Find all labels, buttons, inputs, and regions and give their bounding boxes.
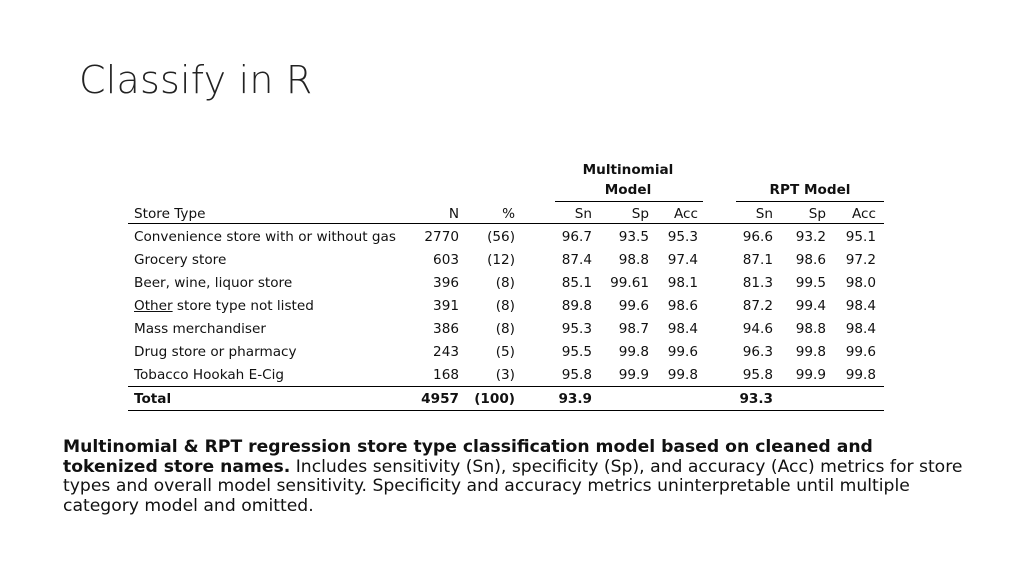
total-rpt-sn: 93.3 bbox=[739, 391, 773, 407]
rpt-sn-cell: 87.2 bbox=[742, 298, 773, 314]
n-cell: 396 bbox=[433, 275, 459, 291]
rpt-sp-cell: 98.8 bbox=[795, 321, 826, 337]
multinomial-sn-cell: 89.8 bbox=[561, 298, 592, 314]
rpt-sp-cell: 98.6 bbox=[795, 252, 826, 268]
store-type-cell bbox=[134, 229, 396, 245]
slide-title: Classify in R bbox=[79, 58, 313, 102]
group-rule-multinomial bbox=[555, 201, 703, 202]
header-store-type: Store Type bbox=[134, 206, 206, 222]
multinomial-acc-cell: 98.6 bbox=[667, 298, 698, 314]
store-type-cell bbox=[134, 298, 314, 314]
multinomial-sp-cell: 98.7 bbox=[618, 321, 649, 337]
pct-cell: (8) bbox=[495, 275, 515, 291]
caption-text: Includes sensitivity (Sn), specificity (Sp), and accuracy (Acc) metrics for store types and overall model sensitivity. Specificity and accuracy metrics uninterpretable until multiple category model and omitted. bbox=[63, 456, 963, 516]
store-type-text: Other bbox=[134, 298, 173, 314]
total-pct: (100) bbox=[474, 391, 515, 407]
header-rpt-sp: Sp bbox=[808, 206, 826, 222]
store-type-cell bbox=[134, 321, 266, 337]
header-rule bbox=[128, 223, 884, 224]
total-rule bbox=[128, 386, 884, 387]
header-multinomial-sn: Sn bbox=[574, 206, 592, 222]
group-header-multinomial bbox=[553, 160, 703, 200]
multinomial-sp-cell: 99.9 bbox=[618, 367, 649, 383]
multinomial-sp-cell: 98.8 bbox=[618, 252, 649, 268]
pct-cell: (8) bbox=[495, 321, 515, 337]
multinomial-sp-cell: 99.61 bbox=[610, 275, 649, 291]
store-type-text: Beer, wine, liquor store bbox=[134, 275, 293, 291]
multinomial-sn-cell: 95.5 bbox=[561, 344, 592, 360]
group-header-rpt: RPT Model bbox=[769, 182, 851, 198]
multinomial-sp-cell: 93.5 bbox=[618, 229, 649, 245]
multinomial-acc-cell: 98.4 bbox=[667, 321, 698, 337]
multinomial-sn-cell: 85.1 bbox=[561, 275, 592, 291]
header-rpt-sn: Sn bbox=[755, 206, 773, 222]
group-rule-rpt bbox=[736, 201, 884, 202]
rpt-sn-cell: 96.6 bbox=[742, 229, 773, 245]
pct-cell: (5) bbox=[495, 344, 515, 360]
rpt-sp-cell: 99.5 bbox=[795, 275, 826, 291]
multinomial-acc-cell: 95.3 bbox=[667, 229, 698, 245]
store-type-cell bbox=[134, 252, 226, 268]
rpt-acc-cell: 97.2 bbox=[845, 252, 876, 268]
total-multinomial-sn: 93.9 bbox=[558, 391, 592, 407]
caption-bold: Multinomial & RPT regression store type classification model based on cleaned and tokenized store names. bbox=[63, 437, 873, 477]
n-cell: 386 bbox=[433, 321, 459, 337]
store-type-cell bbox=[134, 344, 297, 360]
total-n: 4957 bbox=[421, 391, 459, 407]
bottom-rule bbox=[128, 410, 884, 411]
header-pct: % bbox=[502, 206, 515, 222]
rpt-sp-cell: 99.9 bbox=[795, 367, 826, 383]
store-type-text: Drug store or pharmacy bbox=[134, 344, 297, 360]
multinomial-sn-cell: 96.7 bbox=[561, 229, 592, 245]
store-type-cell bbox=[134, 275, 292, 291]
multinomial-acc-cell: 98.1 bbox=[667, 275, 698, 291]
rpt-acc-cell: 98.4 bbox=[845, 321, 876, 337]
rpt-acc-cell: 98.0 bbox=[845, 275, 876, 291]
multinomial-acc-cell: 99.8 bbox=[667, 367, 698, 383]
header-multinomial-sp: Sp bbox=[631, 206, 649, 222]
multinomial-acc-cell: 97.4 bbox=[667, 252, 698, 268]
store-type-text: Mass merchandiser bbox=[134, 321, 266, 337]
header-rpt-acc: Acc bbox=[851, 206, 876, 222]
rpt-sn-cell: 87.1 bbox=[742, 252, 773, 268]
store-type-text: Tobacco Hookah E-Cig bbox=[134, 367, 285, 383]
slide-caption bbox=[63, 438, 963, 516]
rpt-sp-cell: 99.8 bbox=[795, 344, 826, 360]
multinomial-sn-cell: 95.3 bbox=[561, 321, 592, 337]
rpt-sn-cell: 96.3 bbox=[742, 344, 773, 360]
group-header-multinomial-line2: Model bbox=[604, 182, 652, 198]
n-cell: 391 bbox=[433, 298, 459, 314]
store-type-text: Grocery store bbox=[134, 252, 227, 268]
rpt-acc-cell: 99.6 bbox=[845, 344, 876, 360]
store-type-text: Convenience store with or without gas bbox=[134, 229, 396, 245]
pct-cell: (3) bbox=[495, 367, 515, 383]
rpt-sn-cell: 81.3 bbox=[742, 275, 773, 291]
pct-cell: (56) bbox=[487, 229, 515, 245]
multinomial-sn-cell: 87.4 bbox=[561, 252, 592, 268]
multinomial-sn-cell: 95.8 bbox=[561, 367, 592, 383]
multinomial-sp-cell: 99.6 bbox=[618, 298, 649, 314]
store-type-text-rest: store type not listed bbox=[172, 298, 314, 314]
total-label: Total bbox=[134, 391, 172, 407]
store-type-cell bbox=[134, 367, 284, 383]
pct-cell: (8) bbox=[495, 298, 515, 314]
n-cell: 2770 bbox=[424, 229, 459, 245]
rpt-sn-cell: 95.8 bbox=[742, 367, 773, 383]
n-cell: 603 bbox=[433, 252, 459, 268]
store-classification-table bbox=[128, 160, 884, 412]
rpt-sn-cell: 94.6 bbox=[742, 321, 773, 337]
rpt-sp-cell: 93.2 bbox=[795, 229, 826, 245]
pct-cell: (12) bbox=[487, 252, 515, 268]
header-n: N bbox=[448, 206, 459, 222]
rpt-sp-cell: 99.4 bbox=[795, 298, 826, 314]
multinomial-acc-cell: 99.6 bbox=[667, 344, 698, 360]
rpt-acc-cell: 98.4 bbox=[845, 298, 876, 314]
rpt-acc-cell: 99.8 bbox=[845, 367, 876, 383]
n-cell: 243 bbox=[433, 344, 459, 360]
n-cell: 168 bbox=[433, 367, 459, 383]
multinomial-sp-cell: 99.8 bbox=[618, 344, 649, 360]
group-header-multinomial-line1: Multinomial bbox=[582, 162, 674, 178]
rpt-acc-cell: 95.1 bbox=[845, 229, 876, 245]
header-multinomial-acc: Acc bbox=[673, 206, 698, 222]
